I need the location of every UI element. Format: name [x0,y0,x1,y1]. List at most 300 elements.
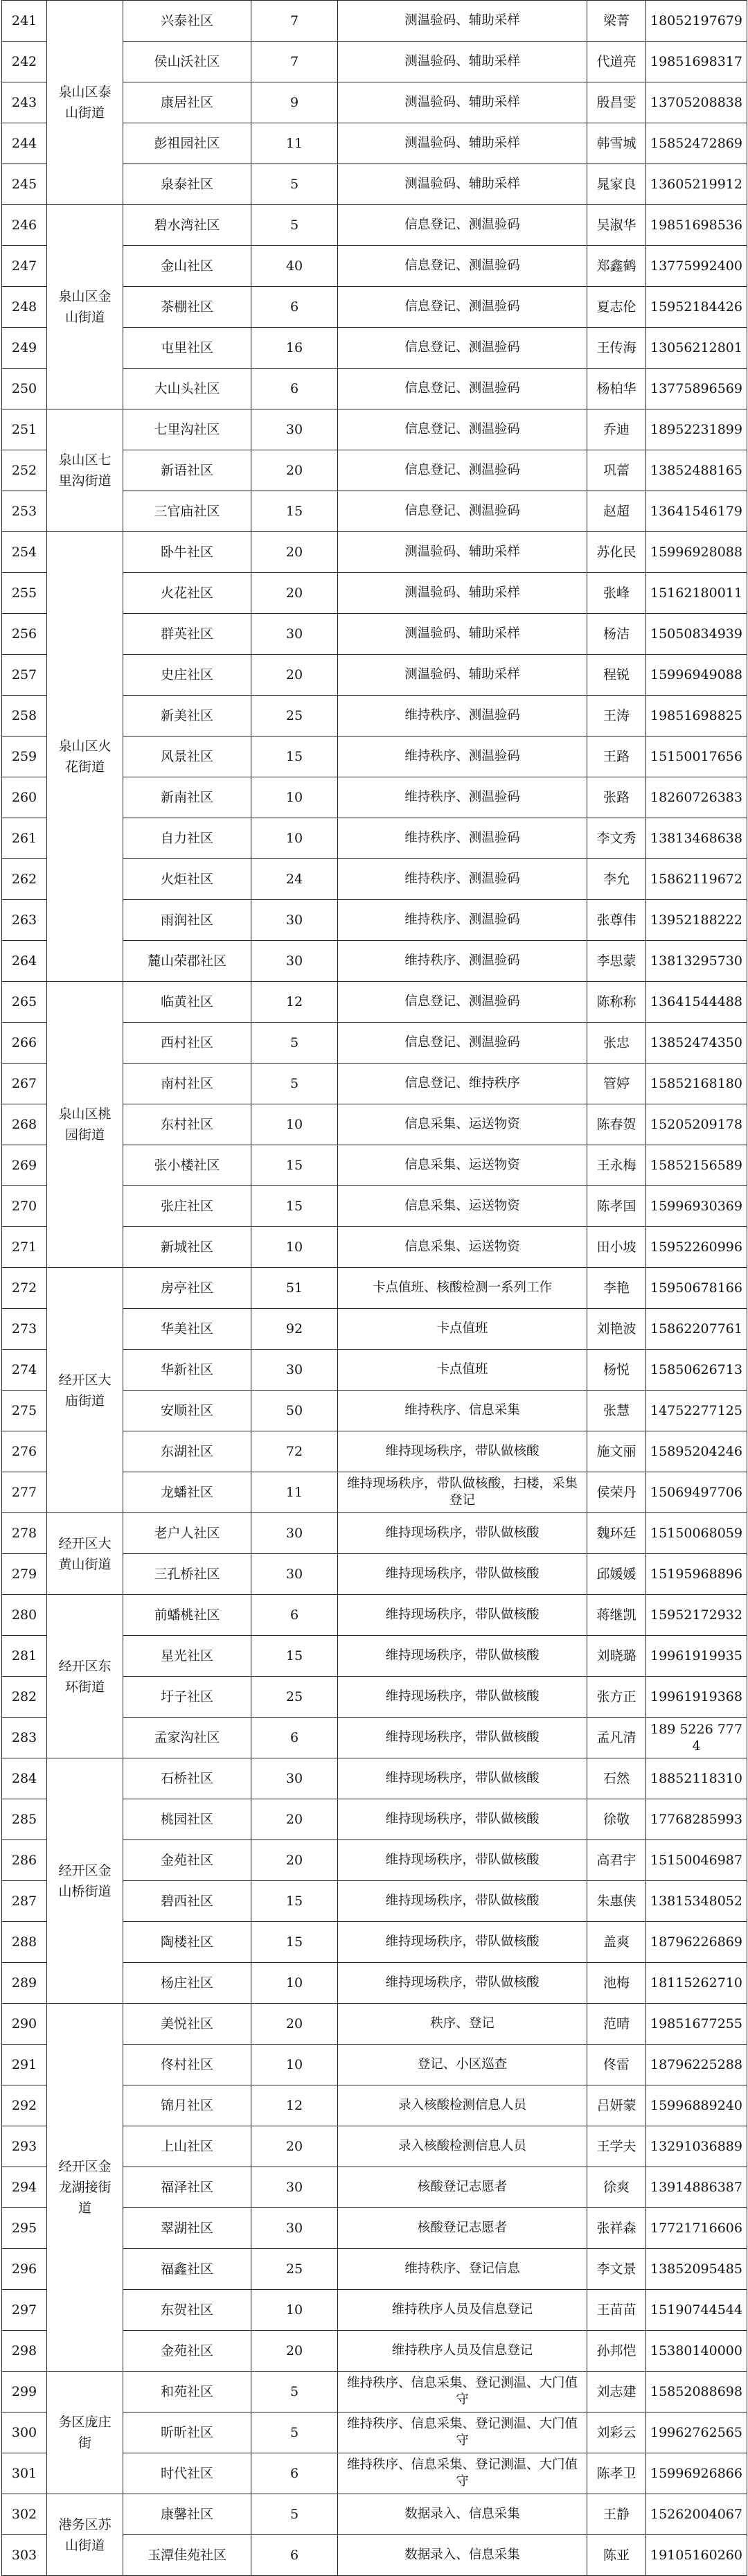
phone-number: 15150046987 [646,1840,747,1881]
phone-number: 18052197679 [646,1,747,42]
contact-name: 李思蒙 [587,941,646,982]
community-cell: 安顺社区 [123,1391,251,1431]
contact-name: 张尊伟 [587,900,646,941]
table-row [2,2004,747,2045]
people-count: 15 [251,491,338,532]
task-cell: 维持秩序、测温验码 [338,736,587,777]
community-cell: 龙蟠社区 [123,1472,251,1513]
contact-name: 徐爽 [587,2167,646,2208]
task-cell: 信息登记、测温验码 [338,409,587,450]
contact-name: 陈孝国 [587,1186,646,1227]
community-cell: 陶楼社区 [123,1922,251,1963]
people-count: 30 [251,1513,338,1554]
contact-name: 王传海 [587,328,646,369]
contact-name: 程锐 [587,655,646,696]
task-cell: 维持现场秩序，带队做核酸 [338,1799,587,1840]
task-cell: 维持秩序、测温验码 [338,859,587,900]
phone-number: 19962762565 [646,2412,747,2453]
community-cell: 泉泰社区 [123,164,251,205]
contact-name: 吴淑华 [587,205,646,246]
people-count: 15 [251,1922,338,1963]
phone-number: 18260726383 [646,777,747,818]
phone-number: 15150068059 [646,1513,747,1554]
people-count: 10 [251,777,338,818]
people-count: 11 [251,123,338,164]
row-number: 260 [2,777,47,818]
table-row [2,1595,747,1636]
people-count: 15 [251,736,338,777]
table-row [2,1513,747,1554]
phone-number: 13914886387 [646,2167,747,2208]
people-count: 30 [251,900,338,941]
phone-number: 19105160260 [646,2535,747,2576]
task-cell: 测温验码、辅助采样 [338,123,587,164]
task-cell: 维持现场秩序，带队做核酸 [338,1677,587,1718]
phone-number: 18852118310 [646,1758,747,1799]
phone-number: 15162180011 [646,573,747,614]
task-cell: 信息登记、测温验码 [338,287,587,328]
people-count: 72 [251,1431,338,1472]
people-count: 10 [251,1963,338,2004]
row-number: 290 [2,2004,47,2045]
phone-number: 15069497706 [646,1472,747,1513]
contact-name: 苏化民 [587,532,646,573]
phone-number: 15195968896 [646,1554,747,1595]
community-cell: 大山头社区 [123,369,251,409]
row-number: 243 [2,82,47,123]
row-number: 273 [2,1309,47,1350]
row-number: 247 [2,246,47,287]
contact-name: 王路 [587,736,646,777]
people-count: 12 [251,2085,338,2126]
people-count: 5 [251,164,338,205]
people-count: 10 [251,818,338,859]
community-cell: 侯山沃社区 [123,42,251,82]
community-cell: 东村社区 [123,1104,251,1145]
task-cell: 维持现场秩序，带队做核酸 [338,1922,587,1963]
contact-name: 王涛 [587,696,646,736]
phone-number: 13775992400 [646,246,747,287]
people-count: 20 [251,1840,338,1881]
contact-name: 李文秀 [587,818,646,859]
row-number: 269 [2,1145,47,1186]
table-row [2,532,747,573]
row-number: 244 [2,123,47,164]
contact-name: 梁菁 [587,1,646,42]
street-cell: 泉山区泰山街道 [47,1,123,205]
street-cell: 经开区大黄山街道 [47,1513,123,1595]
people-count: 11 [251,1472,338,1513]
people-count: 50 [251,1391,338,1431]
table-row [2,982,747,1023]
row-number: 275 [2,1391,47,1431]
row-number: 292 [2,2085,47,2126]
row-number: 250 [2,369,47,409]
task-cell: 维持秩序、信息采集、登记测温、大门值守 [338,2412,587,2453]
contact-name: 张路 [587,777,646,818]
phone-number: 13705208838 [646,82,747,123]
community-cell: 孟家沟社区 [123,1718,251,1758]
community-cell: 福鑫社区 [123,2249,251,2290]
task-cell: 维持现场秩序，带队做核酸 [338,1963,587,2004]
community-cell: 彭祖园社区 [123,123,251,164]
community-cell: 和苑社区 [123,2372,251,2412]
community-cell: 三官庙社区 [123,491,251,532]
people-count: 15 [251,1881,338,1922]
phone-number: 19851698825 [646,696,747,736]
task-cell: 测温验码、辅助采样 [338,164,587,205]
contact-name: 朱惠侠 [587,1881,646,1922]
contact-name: 刘彩云 [587,2412,646,2453]
task-cell: 维持现场秩序，带队做核酸 [338,1840,587,1881]
task-cell: 维持现场秩序，带队做核酸 [338,1718,587,1758]
row-number: 266 [2,1023,47,1064]
contact-name: 王静 [587,2494,646,2535]
community-cell: 群英社区 [123,614,251,655]
phone-number: 15996949088 [646,655,747,696]
community-cell: 华美社区 [123,1309,251,1350]
contact-name: 佟雷 [587,2045,646,2085]
contact-name: 晁家良 [587,164,646,205]
task-cell: 维持秩序人员及信息登记 [338,2290,587,2331]
row-number: 252 [2,450,47,491]
contact-name: 张祥森 [587,2208,646,2249]
row-number: 258 [2,696,47,736]
phone-number: 13813295730 [646,941,747,982]
street-cell: 经开区东环街道 [47,1595,123,1758]
community-cell: 星光社区 [123,1636,251,1677]
task-cell: 维持秩序、信息采集、登记测温、大门值守 [338,2453,587,2494]
community-cell: 新美社区 [123,696,251,736]
community-cell: 老户人社区 [123,1513,251,1554]
contact-name: 盖爽 [587,1922,646,1963]
community-cell: 佟村社区 [123,2045,251,2085]
task-cell: 数据录入、信息采集 [338,2535,587,2576]
row-number: 298 [2,2331,47,2372]
people-count: 9 [251,82,338,123]
people-count: 6 [251,1718,338,1758]
phone-number: 15262004067 [646,2494,747,2535]
community-cell: 金苑社区 [123,2331,251,2372]
contact-name: 田小坡 [587,1227,646,1268]
community-cell: 翠湖社区 [123,2208,251,2249]
row-number: 248 [2,287,47,328]
street-cell: 泉山区七里沟街道 [47,409,123,532]
contact-name: 管婷 [587,1064,646,1104]
task-cell: 维持现场秩序，带队做核酸 [338,1554,587,1595]
community-cell: 风景社区 [123,736,251,777]
task-cell: 维持秩序、信息采集、登记测温、大门值守 [338,2372,587,2412]
community-cell: 石桥社区 [123,1758,251,1799]
row-number: 274 [2,1350,47,1391]
row-number: 271 [2,1227,47,1268]
task-cell: 维持秩序、测温验码 [338,900,587,941]
people-count: 5 [251,2412,338,2453]
task-cell: 信息登记、测温验码 [338,491,587,532]
row-number: 245 [2,164,47,205]
contact-name: 巩蕾 [587,450,646,491]
contact-name: 施文丽 [587,1431,646,1472]
task-cell: 卡点值班、核酸检测一系列工作 [338,1268,587,1309]
row-number: 288 [2,1922,47,1963]
street-cell: 港务区苏山街道 [47,2494,123,2576]
community-cell: 锦月社区 [123,2085,251,2126]
people-count: 30 [251,2208,338,2249]
row-number: 277 [2,1472,47,1513]
row-number: 255 [2,573,47,614]
task-cell: 维持秩序人员及信息登记 [338,2331,587,2372]
task-cell: 信息采集、运送物资 [338,1227,587,1268]
phone-number: 15852156589 [646,1145,747,1186]
people-count: 40 [251,246,338,287]
row-number: 253 [2,491,47,532]
people-count: 10 [251,1227,338,1268]
task-cell: 数据录入、信息采集 [338,2494,587,2535]
row-number: 280 [2,1595,47,1636]
community-cell: 南村社区 [123,1064,251,1104]
row-number: 241 [2,1,47,42]
people-count: 30 [251,1350,338,1391]
phone-number: 15895204246 [646,1431,747,1472]
phone-number: 15190744544 [646,2290,747,2331]
community-cell: 康居社区 [123,82,251,123]
contact-name: 孟凡清 [587,1718,646,1758]
row-number: 251 [2,409,47,450]
people-count: 10 [251,2290,338,2331]
phone-number: 15852168180 [646,1064,747,1104]
task-cell: 信息登记、测温验码 [338,369,587,409]
row-number: 300 [2,2412,47,2453]
task-cell: 维持现场秩序，带队做核酸 [338,1758,587,1799]
task-cell: 录入核酸检测信息人员 [338,2085,587,2126]
community-cell: 三孔桥社区 [123,1554,251,1595]
contact-name: 魏环廷 [587,1513,646,1554]
contact-name: 韩雪城 [587,123,646,164]
phone-number: 13056212801 [646,328,747,369]
task-cell: 信息登记、测温验码 [338,982,587,1023]
row-number: 284 [2,1758,47,1799]
row-number: 291 [2,2045,47,2085]
task-cell: 核酸登记志愿者 [338,2167,587,2208]
street-cell: 泉山区桃园街道 [47,982,123,1268]
community-cell: 上山社区 [123,2126,251,2167]
phone-number: 18115262710 [646,1963,747,2004]
table-body [2,1,747,2576]
row-number: 254 [2,532,47,573]
contact-name: 陈称称 [587,982,646,1023]
phone-number: 19961919935 [646,1636,747,1677]
people-count: 10 [251,1104,338,1145]
task-cell: 信息采集、运送物资 [338,1104,587,1145]
row-number: 270 [2,1186,47,1227]
row-number: 272 [2,1268,47,1309]
task-cell: 核酸登记志愿者 [338,2208,587,2249]
task-cell: 录入核酸检测信息人员 [338,2126,587,2167]
community-cell: 七里沟社区 [123,409,251,450]
community-cell: 碧水湾社区 [123,205,251,246]
people-count: 30 [251,1554,338,1595]
community-cell: 火炬社区 [123,859,251,900]
row-number: 301 [2,2453,47,2494]
task-cell: 维持秩序、测温验码 [338,818,587,859]
task-cell: 维持现场秩序，带队做核酸，扫楼，采集登记 [338,1472,587,1513]
phone-number: 18952231899 [646,409,747,450]
people-count: 20 [251,655,338,696]
street-cell: 泉山区金山街道 [47,205,123,409]
row-number: 267 [2,1064,47,1104]
task-cell: 维持现场秩序，带队做核酸 [338,1513,587,1554]
community-cell: 昕昕社区 [123,2412,251,2453]
contact-name: 刘志建 [587,2372,646,2412]
task-cell: 信息登记、测温验码 [338,246,587,287]
phone-number: 189 5226 7774 [646,1718,747,1758]
phone-number: 19851698536 [646,205,747,246]
row-number: 259 [2,736,47,777]
task-cell: 卡点值班 [338,1350,587,1391]
task-cell: 维持现场秩序，带队做核酸 [338,1881,587,1922]
task-cell: 信息登记、测温验码 [338,450,587,491]
community-cell: 金山社区 [123,246,251,287]
task-cell: 维持现场秩序，带队做核酸 [338,1431,587,1472]
row-number: 278 [2,1513,47,1554]
contact-name: 李文景 [587,2249,646,2290]
community-cell: 新语社区 [123,450,251,491]
row-number: 302 [2,2494,47,2535]
people-count: 6 [251,2535,338,2576]
phone-number: 15996928088 [646,532,747,573]
community-cell: 屯里社区 [123,328,251,369]
people-count: 15 [251,1186,338,1227]
contact-name: 杨洁 [587,614,646,655]
phone-number: 15996930369 [646,1186,747,1227]
contact-name: 郑鑫鹤 [587,246,646,287]
people-count: 12 [251,982,338,1023]
community-cell: 张小楼社区 [123,1145,251,1186]
table-row [2,2494,747,2535]
people-count: 5 [251,2494,338,2535]
contact-name: 王苗苗 [587,2290,646,2331]
row-number: 263 [2,900,47,941]
phone-number: 18796226869 [646,1922,747,1963]
people-count: 20 [251,2126,338,2167]
phone-number: 18796225288 [646,2045,747,2085]
task-cell: 信息采集、运送物资 [338,1145,587,1186]
contact-name: 杨柏华 [587,369,646,409]
community-cell: 美悦社区 [123,2004,251,2045]
community-cell: 卧牛社区 [123,532,251,573]
row-number: 268 [2,1104,47,1145]
contact-name: 张峰 [587,573,646,614]
task-cell: 维持现场秩序，带队做核酸 [338,1595,587,1636]
community-cell: 麓山荣郡社区 [123,941,251,982]
row-number: 293 [2,2126,47,2167]
people-count: 20 [251,2331,338,2372]
people-count: 7 [251,42,338,82]
people-count: 20 [251,450,338,491]
row-number: 249 [2,328,47,369]
row-number: 289 [2,1963,47,2004]
phone-number: 15996926866 [646,2453,747,2494]
contact-name: 邱媛媛 [587,1554,646,1595]
row-number: 265 [2,982,47,1023]
task-cell: 维持现场秩序，带队做核酸 [338,1636,587,1677]
row-number: 256 [2,614,47,655]
task-cell: 测温验码、辅助采样 [338,532,587,573]
task-cell: 卡点值班 [338,1309,587,1350]
community-cell: 碧西社区 [123,1881,251,1922]
row-number: 242 [2,42,47,82]
street-cell: 泉山区火花街道 [47,532,123,982]
community-cell: 康馨社区 [123,2494,251,2535]
community-cell: 玉潭佳苑社区 [123,2535,251,2576]
row-number: 295 [2,2208,47,2249]
contact-name: 吕妍蒙 [587,2085,646,2126]
task-cell: 信息登记、维持秩序 [338,1064,587,1104]
contact-name: 李艳 [587,1268,646,1309]
phone-number: 14752277125 [646,1391,747,1431]
task-cell: 测温验码、辅助采样 [338,42,587,82]
table-row [2,1758,747,1799]
table-row [2,1268,747,1309]
row-number: 296 [2,2249,47,2290]
contact-name: 高君宇 [587,1840,646,1881]
community-cell: 兴泰社区 [123,1,251,42]
task-cell: 测温验码、辅助采样 [338,614,587,655]
row-number: 286 [2,1840,47,1881]
contact-name: 王永梅 [587,1145,646,1186]
community-cell: 西村社区 [123,1023,251,1064]
street-cell: 经开区金山桥街道 [47,1758,123,2004]
phone-number: 15380140000 [646,2331,747,2372]
contact-name: 蒋继凯 [587,1595,646,1636]
community-cell: 时代社区 [123,2453,251,2494]
people-count: 30 [251,409,338,450]
people-count: 30 [251,2167,338,2208]
community-cell: 东湖社区 [123,1431,251,1472]
community-cell: 火花社区 [123,573,251,614]
contact-name: 陈孝卫 [587,2453,646,2494]
contact-name: 张忠 [587,1023,646,1064]
phone-number: 13852474350 [646,1023,747,1064]
volunteer-table [1,0,747,2576]
row-number: 264 [2,941,47,982]
people-count: 25 [251,2249,338,2290]
task-cell: 信息登记、测温验码 [338,205,587,246]
contact-name: 侯荣丹 [587,1472,646,1513]
phone-number: 15862119672 [646,859,747,900]
people-count: 5 [251,1023,338,1064]
street-cell: 经开区金龙湖接街道 [47,2004,123,2372]
phone-number: 15952184426 [646,287,747,328]
phone-number: 13813468638 [646,818,747,859]
contact-name: 王学夫 [587,2126,646,2167]
community-cell: 史庄社区 [123,655,251,696]
community-cell: 圩子社区 [123,1677,251,1718]
contact-name: 乔迪 [587,409,646,450]
task-cell: 维持秩序、测温验码 [338,696,587,736]
task-cell: 信息登记、测温验码 [338,328,587,369]
people-count: 51 [251,1268,338,1309]
task-cell: 测温验码、辅助采样 [338,82,587,123]
contact-name: 殷昌雯 [587,82,646,123]
phone-number: 19851698317 [646,42,747,82]
row-number: 294 [2,2167,47,2208]
phone-number: 15150017656 [646,736,747,777]
community-cell: 自力社区 [123,818,251,859]
people-count: 20 [251,532,338,573]
row-number: 257 [2,655,47,696]
phone-number: 19851677255 [646,2004,747,2045]
